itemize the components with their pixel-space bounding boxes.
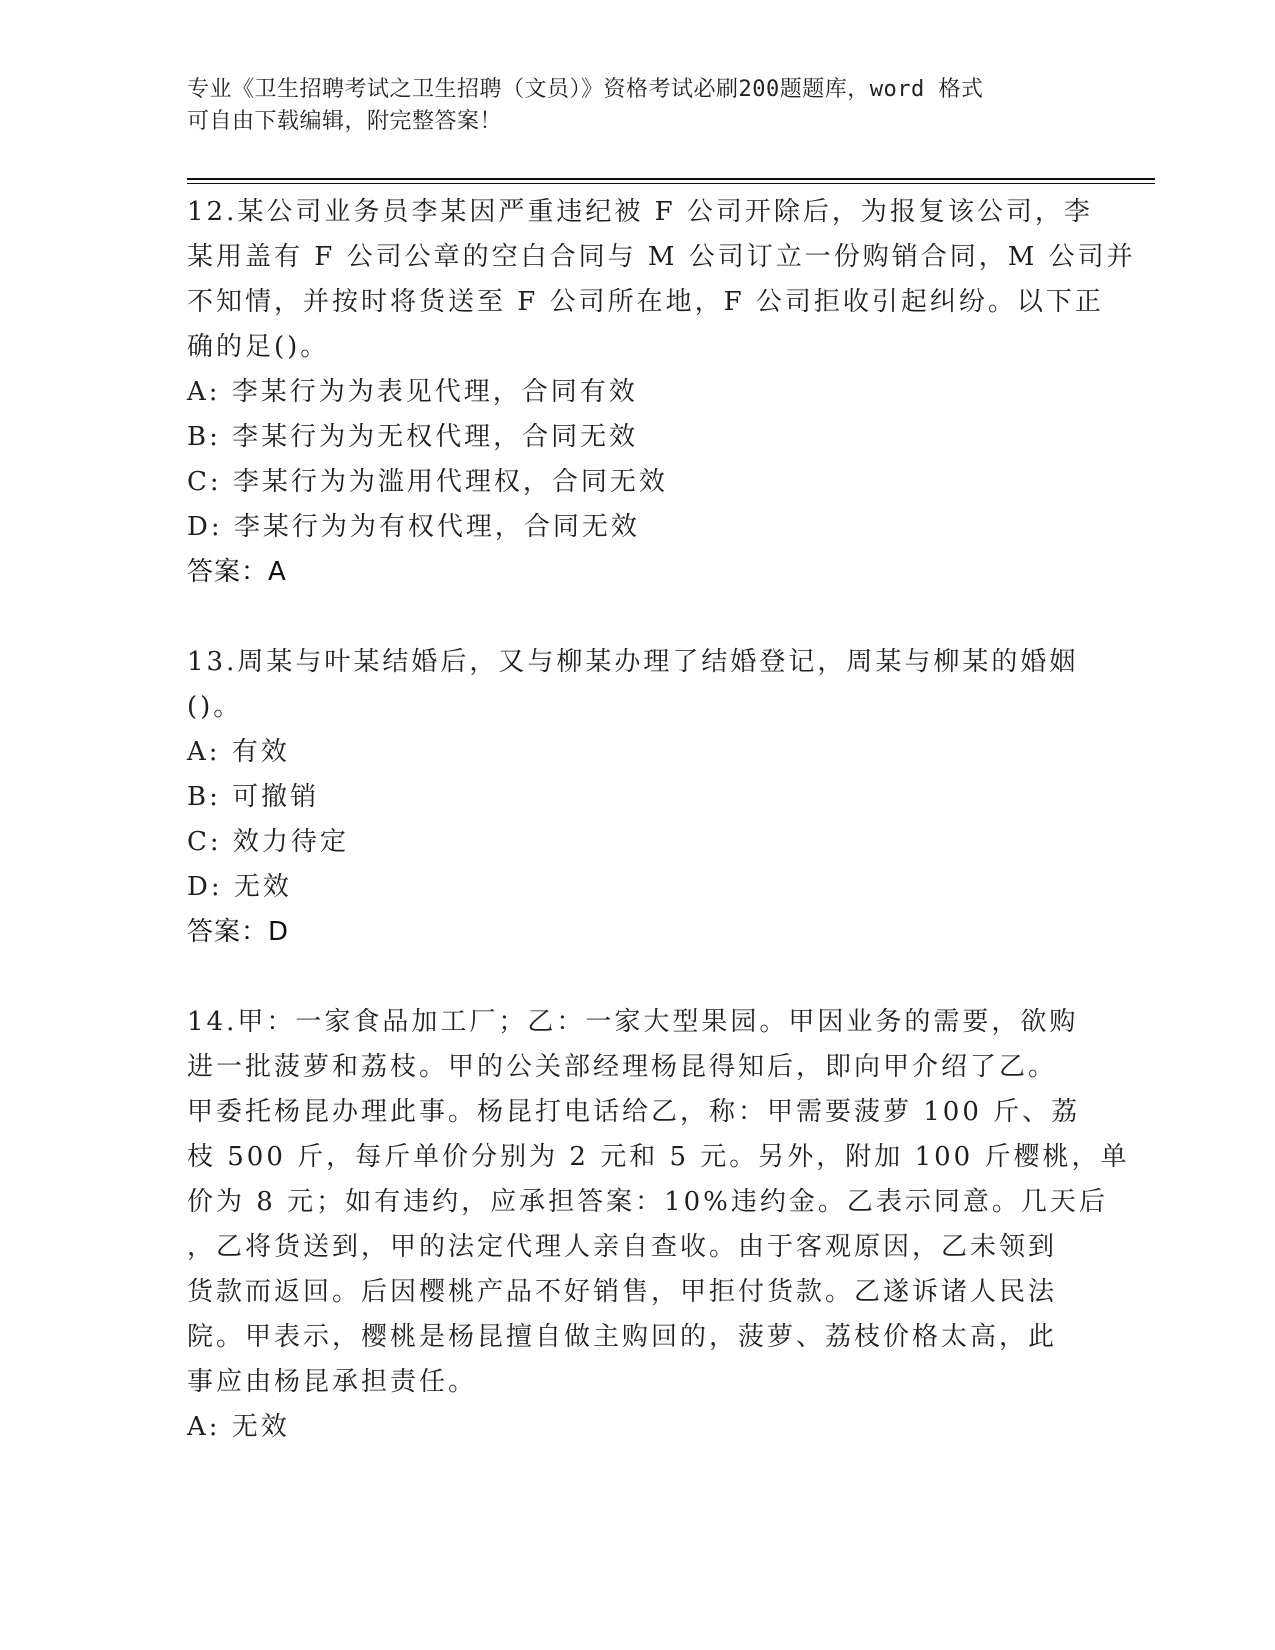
answer-line: 答案：D xyxy=(187,917,290,947)
answer-line: 答案：A xyxy=(187,557,287,587)
question-stem-line: 枝 500 斤，每斤单价分别为 2 元和 5 元。另外，附加 100 斤樱桃，单 xyxy=(187,1142,1130,1172)
option-c: C: 李某行为为滥用代理权，合同无效 xyxy=(187,467,668,497)
option-a: A: 李某行为为表见代理，合同有效 xyxy=(187,377,638,407)
option-b: B: 可撤销 xyxy=(187,782,320,812)
question-stem-line: ，乙将货送到，甲的法定代理人亲自查收。由于客观原因，乙未领到 xyxy=(187,1232,1058,1262)
question-stem-line: 不知情，并按时将货送至 F 公司所在地，F 公司拒收引起纠纷。以下正 xyxy=(187,287,1104,317)
question-stem-line: 进一批菠萝和荔枝。甲的公关部经理杨昆得知后，即向甲介绍了乙。 xyxy=(187,1052,1058,1082)
question-stem-line: 14.甲：一家食品加工厂；乙：一家大型果园。甲因业务的需要，欲购 xyxy=(187,1007,1079,1037)
option-d: D: 李某行为为有权代理，合同无效 xyxy=(187,512,640,542)
option-a: A: 无效 xyxy=(187,1412,290,1442)
question-stem-line: 某用盖有 F 公司公章的空白合同与 M 公司订立一份购销合同，M 公司并 xyxy=(187,242,1136,272)
question-13 xyxy=(187,640,1087,955)
question-stem-line: 价为 8 元；如有违约，应承担答案：10%违约金。乙表示同意。几天后 xyxy=(187,1187,1108,1217)
question-14 xyxy=(187,1000,1130,1450)
question-stem-line: 13.周某与叶某结婚后，又与柳某办理了结婚登记，周某与柳某的婚姻 xyxy=(187,647,1079,677)
header-line-1: 专业《卫生招聘考试之卫生招聘（文员）》资格考试必刷200题题库，word 格式 xyxy=(187,77,984,102)
question-stem-line: 12.某公司业务员李某因严重违纪被 F 公司开除后，为报复该公司，李 xyxy=(187,197,1093,227)
header-rule-thick xyxy=(187,178,1155,180)
option-a: A: 有效 xyxy=(187,737,290,767)
question-stem-line: 甲委托杨昆办理此事。杨昆打电话给乙，称：甲需要菠萝 100 斤、荔 xyxy=(187,1097,1081,1127)
question-list xyxy=(187,190,1136,1450)
question-stem-line: 院。甲表示，樱桃是杨昆擅自做主购回的，菠萝、荔枝价格太高，此 xyxy=(187,1322,1058,1352)
option-c: C: 效力待定 xyxy=(187,827,349,857)
question-stem-line: ()。 xyxy=(187,692,243,722)
question-spacer xyxy=(187,595,1087,640)
header-line-2: 可自由下载编辑，附完整答案！ xyxy=(187,109,503,134)
header-rule-thin xyxy=(187,183,1155,184)
question-12 xyxy=(187,190,1136,595)
document-header xyxy=(187,74,1067,138)
option-b: B: 李某行为为无权代理，合同无效 xyxy=(187,422,639,452)
question-spacer xyxy=(187,955,1087,1000)
question-stem-line: 确的足()。 xyxy=(187,332,330,362)
option-d: D: 无效 xyxy=(187,872,292,902)
question-stem-line: 事应由杨昆承担责任。 xyxy=(187,1367,478,1397)
question-stem-line: 货款而返回。后因樱桃产品不好销售，甲拒付货款。乙遂诉诸人民法 xyxy=(187,1277,1058,1307)
